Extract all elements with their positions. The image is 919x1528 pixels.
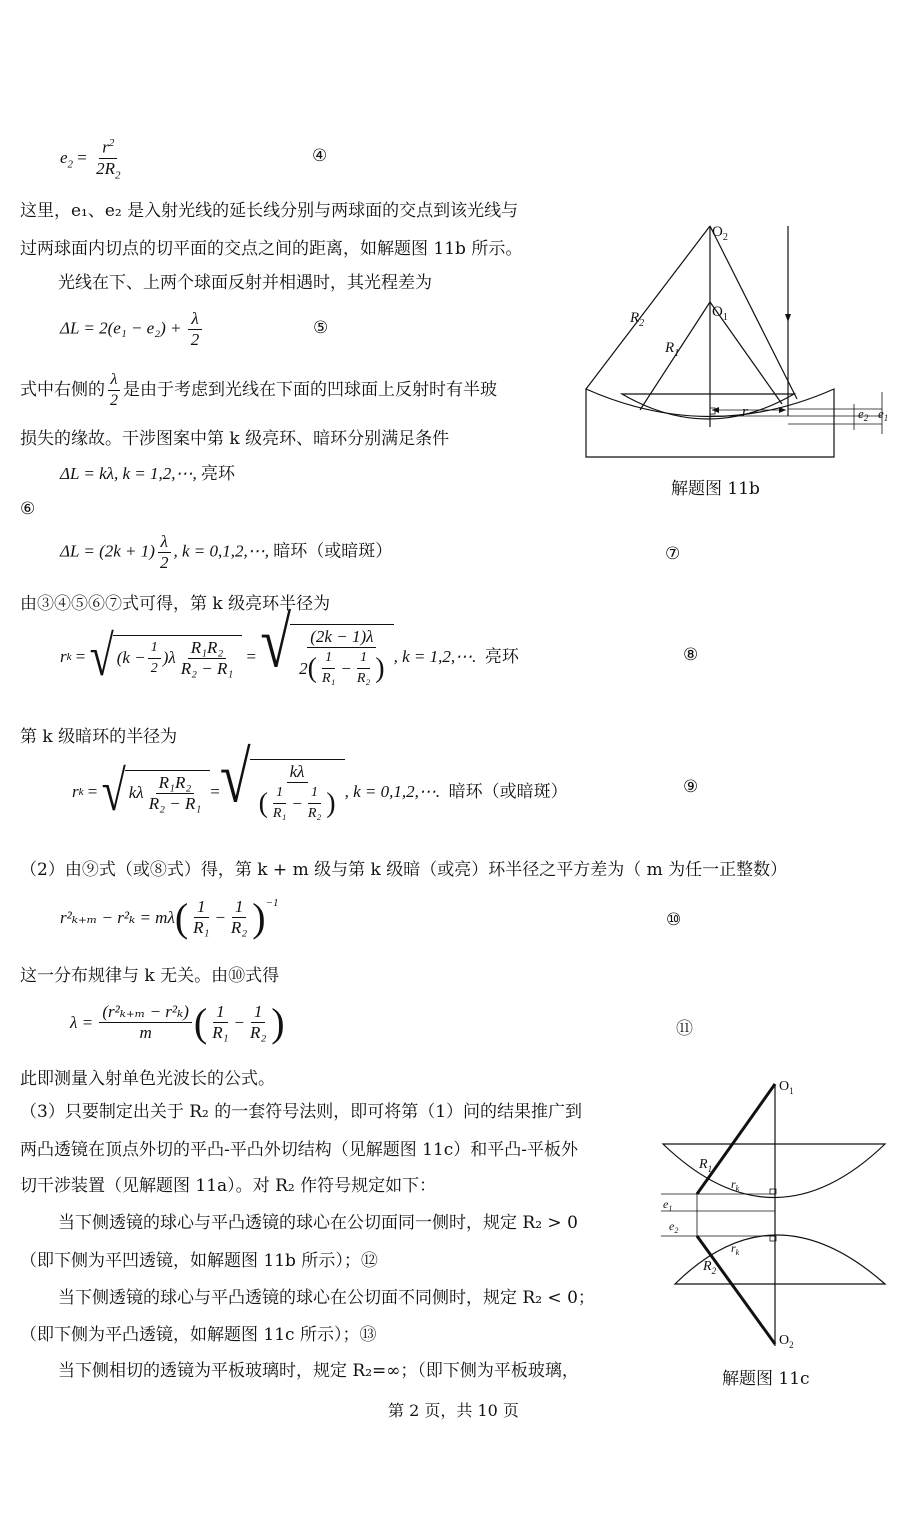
para2-line2: 损失的缘故。干涉图案中第 k 级亮环、暗环分别满足条件: [20, 429, 450, 449]
svg-text:O1: $O_1$: [779, 1079, 794, 1096]
figure-11b: [582, 214, 902, 464]
eq6: ΔL = kλ, k = 1,2,⋯, 亮环: [60, 464, 236, 483]
para7-line6: （即下侧为平凹透镜，如解题图 11b 所示）；⑫: [20, 1251, 378, 1271]
figure-11c: [655, 1076, 895, 1360]
para7-line3: 两凸透镜在顶点外切的平凸-平凸外切结构（见解题图 11c）和平凸-平板外: [20, 1140, 579, 1160]
svg-text:e1: $e_1$: [663, 1197, 673, 1213]
para7-line4: 切干涉装置（见解题图 11a）。对 R₂ 作符号规定如下：: [20, 1176, 437, 1196]
para7-line8: （即下侧为平凸透镜，如解题图 11c 所示）；⑬: [20, 1325, 377, 1345]
eq6-number: ⑥: [20, 499, 36, 519]
para7-line1: 此即测量入射单色光波长的公式。: [20, 1069, 275, 1089]
eq10: r²ₖ₊ₘ − r²ₖ = mλ ( $\frac{1}{\text{R₁}}$ − $\frac{1}{\text{R₂}}$ ) $^{-1}$: [60, 894, 279, 940]
radius-r2-left: [586, 226, 710, 389]
eq7-number: ⑦: [665, 544, 681, 564]
svg-text:O2: $O_2$: [779, 1333, 794, 1350]
eq10-number: ⑩: [666, 910, 682, 930]
svg-text:R1: $R_1$: [699, 1157, 713, 1174]
svg-text:e2: $e_2$: [858, 406, 869, 423]
svg-text:e1: $e_1$: [878, 406, 889, 423]
para5: （2）由⑨式（或⑧式）得，第 k + m 级与第 k 级暗（或亮）环半径之平方差为（ m 为任一正整数）: [20, 860, 788, 880]
svg-text:rk: $r_k$: [731, 1177, 740, 1193]
para7-line2: （3）只要制定出关于 R₂ 的一套符号法则，即可将第（1）问的结果推广到: [20, 1102, 583, 1122]
svg-text:O2: $O_2$: [712, 224, 728, 243]
para4: 第 k 级暗环的半径为: [20, 727, 178, 747]
upper-convex-lens: [663, 1144, 885, 1198]
eq4-number: ④: [312, 146, 328, 166]
figure-11b-caption: 解题图 11b: [671, 479, 760, 499]
eq11: λ = $\frac{\text{(r²ₖ₊ₘ − r²ₖ)}}{m}$ ( $\frac{1}{\text{R₁}}$ − $\frac{1}{\text{R₂}}$ ): [70, 999, 285, 1045]
eq5-number: ⑤: [313, 318, 329, 338]
svg-text:O1: $O_1$: [712, 304, 728, 323]
eq9-number: ⑨: [683, 777, 699, 797]
eq5: ΔL = 2(e₁ − e₂) + $\frac{\lambda}{2}$: [60, 309, 204, 350]
para7-line5: 当下侧透镜的球心与平凸透镜的球心在公切面同一侧时，规定 R₂ > 0: [58, 1213, 578, 1233]
para1-line3: 光线在下、上两个球面反射并相遇时，其光程差为: [58, 273, 432, 293]
eq4: $e_2$ = $\frac{r^2}{2R_2}$: [60, 133, 126, 185]
eq9: r k = √ kλ $\frac{\text{R₁R₂}}{\text{R₂ − R₁}}$ = √ kλ ( $\frac{1}{\text{R₁}}$ − $\frac{1}{\text{R₂}}$ ) , k = 0,1,2,⋯. 暗环（或暗斑）: [72, 737, 568, 823]
para1-line1: 这里，e₁、e₂ 是入射光线的延长线分别与两球面的交点到该光线与: [20, 201, 519, 221]
para7-line7: 当下侧透镜的球心与平凸透镜的球心在公切面不同侧时，规定 R₂ < 0；: [58, 1288, 595, 1308]
svg-text:R2: $R_2$: [630, 310, 645, 329]
eq8-number: ⑧: [683, 645, 699, 665]
para3: 由③④⑤⑥⑦式可得，第 k 级亮环半径为: [20, 594, 331, 614]
page-footer: 第 2 页，共 10 页: [388, 1401, 519, 1420]
figure-11c-caption: 解题图 11c: [722, 1369, 810, 1389]
svg-text:r: r: [742, 404, 748, 420]
svg-text:R1: $R_1$: [665, 340, 680, 359]
para6: 这一分布规律与 k 无关。由⑩式得: [20, 966, 280, 986]
eq8: r k = √ (k − $\frac{1}{2}$ )λ $\frac{\text{R₁R₂}}{\text{R₂ − R₁}}$ = √ (2k − 1)λ 2 ( $\frac{1}{\text{R₁}}$ − $\frac{1}{\text{R₂}}$ ) , k = 1,2,⋯. 亮环: [60, 602, 519, 688]
eq11-number: ⑪: [676, 1019, 693, 1039]
eq7: ΔL = (2k + 1) $\frac{\lambda}{2}$ , k = 0,1,2,⋯, 暗环（或暗斑）: [60, 532, 393, 572]
svg-text:rk: $r_k$: [731, 1241, 740, 1257]
svg-text:e2: $e_2$: [669, 1219, 679, 1235]
svg-text:R2: $R_2$: [703, 1259, 717, 1276]
para2-line1: 式中右侧的 $\frac{\lambda}{2}$ 是由于考虑到光线在下面的凹球面上反射时有半玻: [20, 371, 497, 409]
para7-line9: 当下侧相切的透镜为平板玻璃时，规定 R₂=∞；（即下侧为平板玻璃，: [58, 1361, 579, 1381]
para1-line2: 过两球面内切点的切平面的交点之间的距离，如解题图 11b 所示。: [20, 239, 523, 259]
